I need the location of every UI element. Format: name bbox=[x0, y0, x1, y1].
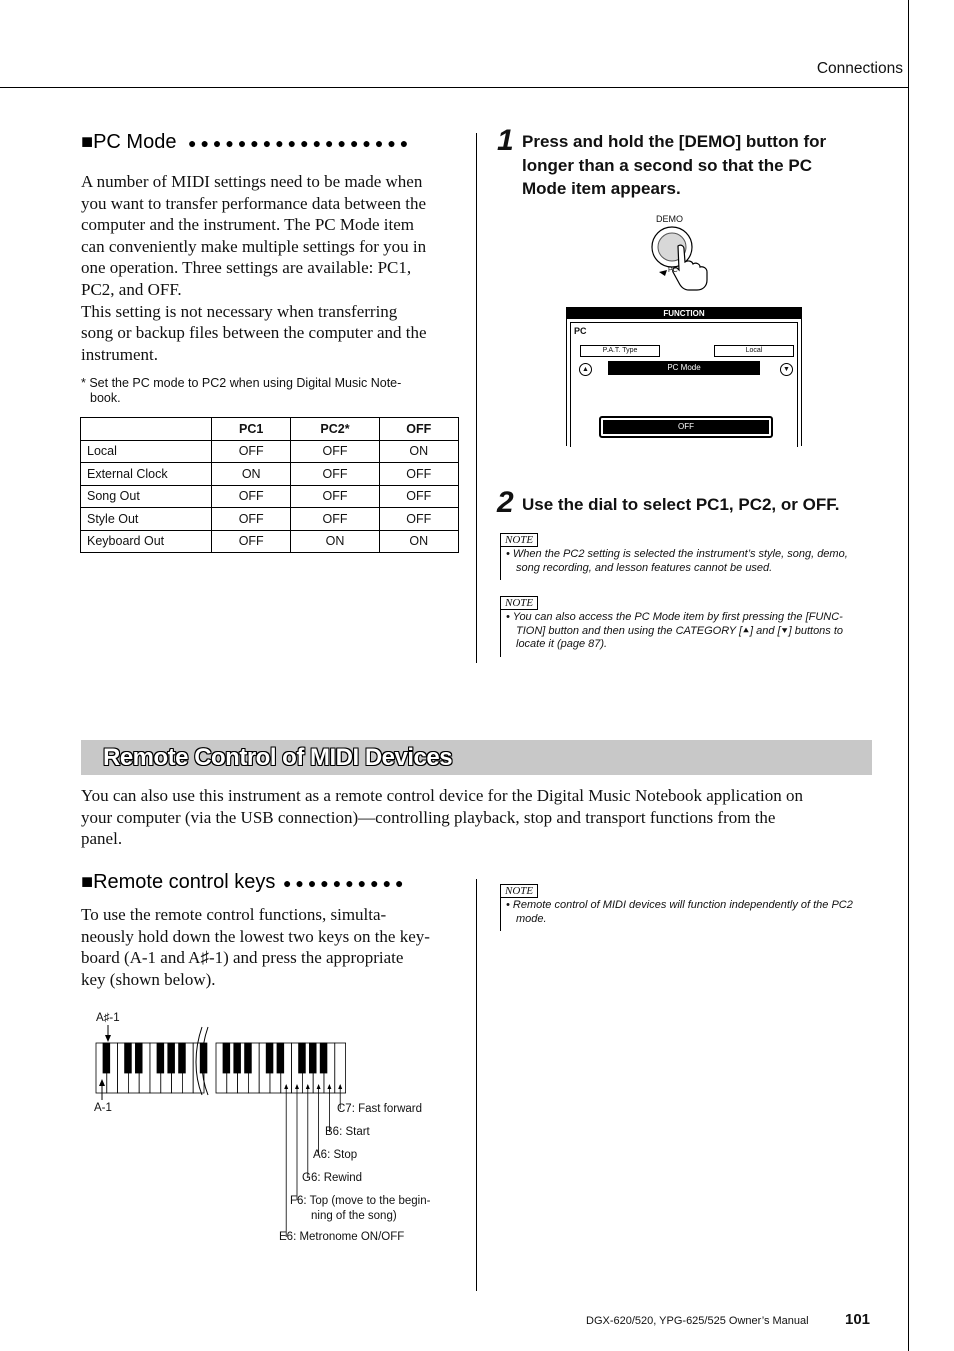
pc-mode-table bbox=[80, 417, 459, 553]
step-1-text bbox=[522, 130, 882, 201]
remote-intro bbox=[81, 785, 881, 850]
text-line bbox=[506, 625, 871, 639]
note-tag: NOTE bbox=[500, 596, 538, 610]
arrow-up-icon: ⯅ bbox=[742, 625, 751, 637]
text-line: locate it (page 87). bbox=[516, 638, 608, 650]
table-cell: ON bbox=[379, 440, 458, 463]
step-2-number: 2 bbox=[497, 486, 514, 519]
text-fragment: ] and [ bbox=[750, 624, 781, 637]
text-line: You can also use this instrument as a remote control device for the Digital Music Notebook application on bbox=[81, 786, 804, 805]
table-cell: OFF bbox=[291, 508, 379, 531]
text-line: Press and hold the [DEMO] button for bbox=[522, 132, 827, 151]
text-line: To use the remote control functions, simulta- bbox=[81, 905, 387, 924]
black-key bbox=[234, 1043, 241, 1073]
column-divider-bottom bbox=[476, 879, 477, 1291]
category-up-icon: ▲ bbox=[579, 363, 592, 376]
table-cell: OFF bbox=[291, 485, 379, 508]
text-line: Use the dial to select PC1, PC2, or OFF. bbox=[522, 495, 840, 514]
note-2-text bbox=[506, 611, 871, 652]
note-bar bbox=[500, 544, 501, 580]
demo-label: DEMO bbox=[656, 214, 683, 224]
table-cell: External Clock bbox=[81, 463, 212, 486]
category-down-icon: ▼ bbox=[780, 363, 793, 376]
table-cell: OFF bbox=[212, 508, 291, 531]
footer-manual-name: DGX-620/520, YPG-625/525 Owner’s Manual bbox=[586, 1315, 809, 1327]
black-key bbox=[299, 1043, 306, 1073]
note-bar bbox=[500, 895, 501, 931]
remote-keys-heading bbox=[81, 871, 408, 894]
page-edge-rule bbox=[908, 0, 909, 1351]
table-header-cell: PC1 bbox=[212, 418, 291, 441]
text-line: you want to transfer performance data between the bbox=[81, 193, 427, 213]
table-cell: Local bbox=[81, 440, 212, 463]
text-line: longer than a second so that the PC bbox=[522, 155, 812, 175]
lcd-display bbox=[566, 307, 802, 446]
black-key bbox=[277, 1043, 284, 1073]
text-line: This setting is not necessary when transferring bbox=[81, 301, 398, 321]
arrow-down-icon: ⯆ bbox=[780, 625, 789, 637]
lcd-header: FUNCTION bbox=[567, 308, 801, 319]
text-line: book. bbox=[90, 391, 121, 405]
pc-mode-heading bbox=[81, 131, 412, 154]
heading-dots: ●●●●●●●●●●●●●●●●●● bbox=[188, 134, 413, 151]
text-fragment: ] buttons to bbox=[788, 624, 844, 637]
lcd-value-frame bbox=[599, 416, 773, 438]
text-line: mode. bbox=[516, 912, 547, 925]
lcd-pc-label: PC bbox=[574, 326, 587, 336]
black-key bbox=[157, 1043, 164, 1073]
remote-keys-title: ■Remote control keys bbox=[81, 871, 276, 893]
label-c7: C7: Fast forward bbox=[337, 1103, 422, 1115]
lcd-value: OFF bbox=[603, 420, 769, 434]
table-header-cell: PC2* bbox=[291, 418, 379, 441]
table-header-cell bbox=[81, 418, 212, 441]
text-line: song recording, and lesson features cannot be used. bbox=[516, 561, 773, 574]
text-line: • When the PC2 setting is selected the instrument’s style, song, demo, bbox=[506, 548, 848, 560]
label-b6: B6: Start bbox=[325, 1126, 370, 1138]
note-3-text bbox=[506, 899, 871, 926]
table-cell: Style Out bbox=[81, 508, 212, 531]
header-section-label: Connections bbox=[816, 60, 903, 77]
text-line: A number of MIDI settings need to be made when bbox=[81, 172, 423, 191]
text-line: neously hold down the lowest two keys on the key- bbox=[81, 926, 430, 946]
header-rule bbox=[0, 87, 909, 88]
label-g6: G6: Rewind bbox=[302, 1172, 363, 1184]
lcd-inner bbox=[570, 322, 798, 447]
black-key bbox=[135, 1043, 142, 1073]
black-key bbox=[309, 1043, 316, 1073]
label-e6: E6: Metronome ON/OFF bbox=[279, 1231, 405, 1243]
pc-mode-footnote bbox=[81, 376, 461, 406]
black-key bbox=[103, 1043, 110, 1073]
heading-dots: ●●●●●●●●●● bbox=[282, 874, 408, 891]
black-key bbox=[200, 1043, 207, 1073]
text-line: your computer (via the USB connection)—controlling playback, stop and transport functions from the bbox=[81, 807, 776, 827]
label-a6: A6: Stop bbox=[313, 1149, 358, 1161]
page-number: 101 bbox=[845, 1311, 871, 1328]
note-1 bbox=[500, 530, 538, 548]
text-line: ning of the song) bbox=[311, 1210, 397, 1222]
table-cell: OFF bbox=[379, 508, 458, 531]
note-bar bbox=[500, 607, 501, 657]
lcd-right-item: Local bbox=[714, 345, 794, 357]
text-line: F6: Top (move to the begin- bbox=[290, 1195, 431, 1207]
table-cell: Keyboard Out bbox=[81, 530, 212, 553]
text-line: Mode item appears. bbox=[522, 179, 681, 198]
table-cell: ON bbox=[212, 463, 291, 486]
black-key bbox=[245, 1043, 252, 1073]
text-line: • You can also access the PC Mode item by first pressing the [FUNC- bbox=[506, 611, 843, 623]
text-line: one operation. Three settings are available: PC1, bbox=[81, 258, 412, 278]
black-key bbox=[266, 1043, 273, 1073]
table-cell: OFF bbox=[212, 485, 291, 508]
table-cell: OFF bbox=[212, 530, 291, 553]
text-line: panel. bbox=[81, 829, 123, 849]
text-line: instrument. bbox=[81, 344, 158, 364]
text-line: key (shown below). bbox=[81, 969, 216, 989]
black-key bbox=[179, 1043, 186, 1073]
note-3 bbox=[500, 881, 538, 899]
table-header-row bbox=[81, 418, 459, 441]
lcd-left-item: P.A.T. Type bbox=[580, 345, 660, 357]
text-line: computer and the instrument. The PC Mode item bbox=[81, 215, 415, 235]
banner-title: Remote Control of MIDI Devices bbox=[103, 744, 453, 771]
text-line: song or backup files between the computer and the bbox=[81, 323, 427, 343]
table-cell: OFF bbox=[379, 463, 458, 486]
table-cell: Song Out bbox=[81, 485, 212, 508]
text-line: PC2, and OFF. bbox=[81, 279, 182, 299]
pencil-icon bbox=[659, 270, 667, 276]
table-cell: OFF bbox=[379, 485, 458, 508]
pc-mode-title: ■PC Mode bbox=[81, 131, 177, 153]
demo-button-illustration bbox=[645, 224, 720, 292]
note-tag: NOTE bbox=[500, 533, 538, 547]
step-2-text bbox=[522, 493, 882, 517]
label-a-minus-1: A-1 bbox=[94, 1102, 112, 1114]
table-row bbox=[81, 530, 459, 553]
text-fragment: TION] button and then using the CATEGORY [ bbox=[516, 624, 743, 637]
table-header-cell: OFF bbox=[379, 418, 458, 441]
text-line: * Set the PC mode to PC2 when using Digital Music Note- bbox=[81, 376, 402, 390]
label-a-sharp-minus-1: A♯-1 bbox=[96, 1012, 120, 1024]
black-key bbox=[125, 1043, 132, 1073]
note-2 bbox=[500, 593, 538, 611]
table-cell: OFF bbox=[291, 440, 379, 463]
black-key bbox=[168, 1043, 175, 1073]
label-f6 bbox=[290, 1194, 430, 1224]
table-cell: ON bbox=[291, 530, 379, 553]
step-1-number: 1 bbox=[497, 124, 514, 157]
remote-keys-paragraph bbox=[81, 904, 471, 990]
note-1-text bbox=[506, 548, 871, 575]
table-row bbox=[81, 508, 459, 531]
table-row bbox=[81, 440, 459, 463]
table-cell: ON bbox=[379, 530, 458, 553]
table-cell: OFF bbox=[291, 463, 379, 486]
table-row bbox=[81, 463, 459, 486]
table-cell: OFF bbox=[212, 440, 291, 463]
pc-mode-paragraph bbox=[81, 171, 471, 365]
text-line: board (A-1 and A♯-1) and press the appropriate bbox=[81, 948, 404, 968]
black-key bbox=[320, 1043, 327, 1073]
black-key bbox=[223, 1043, 230, 1073]
pc-label: PC bbox=[668, 267, 678, 274]
section-banner bbox=[81, 740, 872, 775]
arrow-down-icon bbox=[105, 1035, 111, 1042]
lcd-pc-mode-item: PC Mode bbox=[608, 361, 760, 375]
note-tag: NOTE bbox=[500, 884, 538, 898]
table-row bbox=[81, 485, 459, 508]
column-divider-top bbox=[476, 133, 477, 663]
text-line: can conveniently make multiple settings for you in bbox=[81, 236, 427, 256]
text-line: • Remote control of MIDI devices will function independently of the PC2 bbox=[506, 899, 853, 911]
